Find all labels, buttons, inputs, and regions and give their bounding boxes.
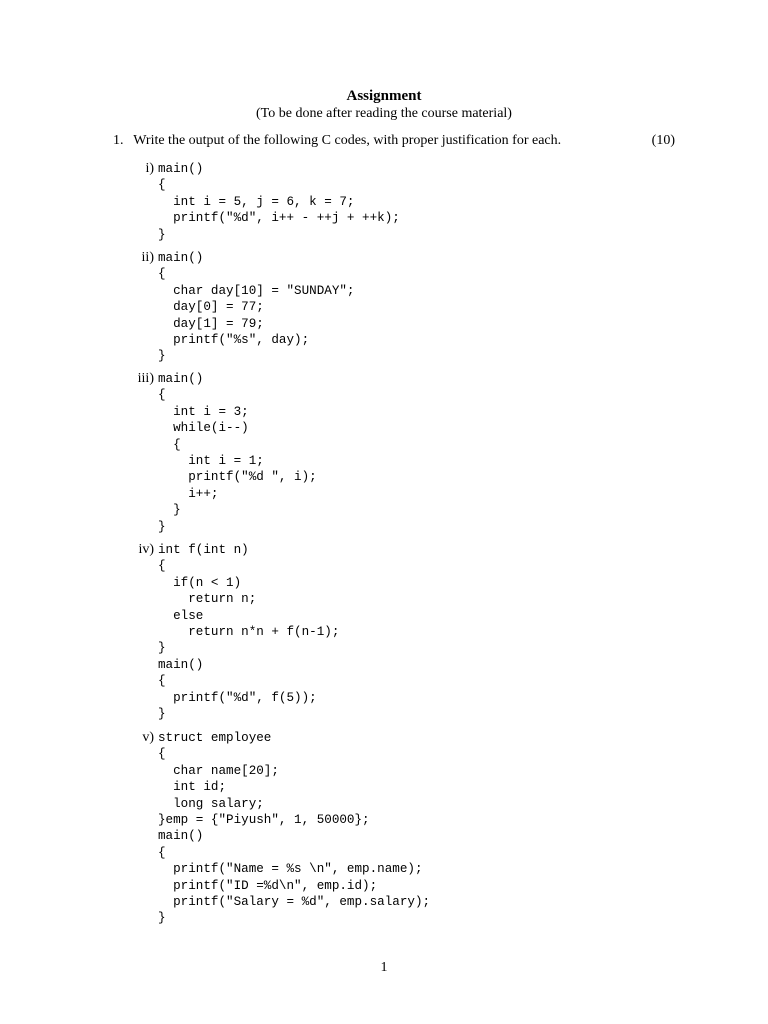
question-1 (113, 133, 675, 149)
part-label: iv) (138, 542, 154, 557)
question-number: 1. (113, 133, 124, 148)
code-block: struct employee { char name[20]; int id; long salary; }emp = {"Piyush", 1, 50000}; main() { printf("Name = %s \n", emp.name); printf("ID =%d\n", emp.id); printf("Salary = %d", emp.salary); } (158, 731, 431, 926)
page-title: Assignment (346, 88, 422, 104)
question-text: Write the output of the following C codes, with proper justification for each. (133, 133, 562, 148)
code-block: int f(int n) { if(n < 1) return n; else return n*n + f(n-1); } main() { printf("%d", f(5)); } (158, 543, 340, 722)
code-block: main() { int i = 5, j = 6, k = 7; printf("%d", i++ - ++j + ++k); } (158, 162, 400, 242)
code-block: main() { int i = 3; while(i--) { int i = 1; printf("%d ", i); i++; } } (158, 372, 317, 534)
page-subtitle: (To be done after reading the course material) (256, 106, 512, 121)
part-label: ii) (141, 250, 154, 265)
question-marks: (10) (651, 133, 675, 148)
part-label: v) (142, 730, 154, 745)
page-number: 1 (380, 960, 388, 975)
code-block: main() { char day[10] = "SUNDAY"; day[0] = 77; day[1] = 79; printf("%s", day); } (158, 251, 355, 364)
part-label: i) (145, 161, 154, 176)
part-label: iii) (137, 371, 154, 386)
